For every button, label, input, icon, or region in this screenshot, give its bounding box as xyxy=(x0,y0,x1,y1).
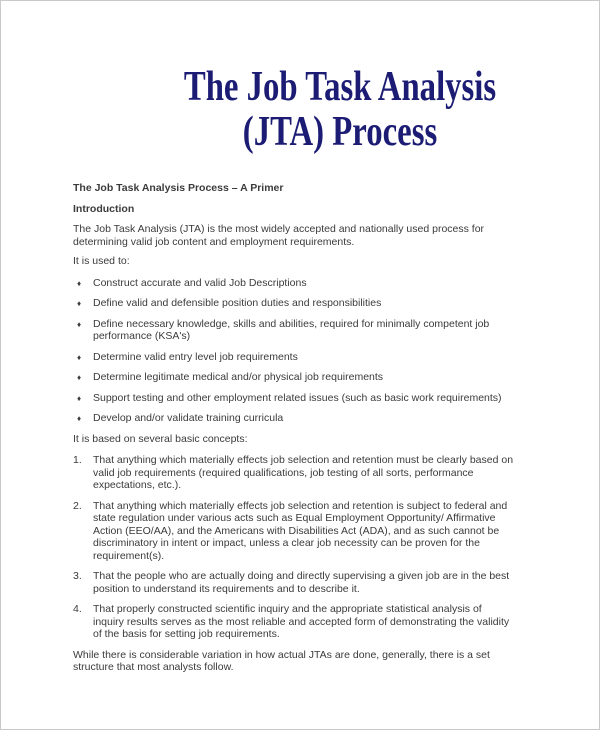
closing-paragraph: While there is considerable variation in how actual JTAs are done, generally, there is a set structure that most analysts follow. xyxy=(73,648,490,673)
numbered-item xyxy=(73,454,515,492)
bullet-item xyxy=(73,297,515,310)
numbered-item-number: 3. xyxy=(73,570,82,582)
bullet-item-text: Determine legitimate medical and/or physical job requirements xyxy=(93,371,384,383)
diamond-bullet-icon: ♦ xyxy=(77,414,82,423)
bullet-item-text: Support testing and other employment related issues (such as basic work requirements) xyxy=(93,391,502,404)
bullet-item xyxy=(73,392,515,405)
bullet-item-text: Define necessary knowledge, skills and abilities, required for minimally competent job performance (KSA's) xyxy=(93,317,490,342)
document-title xyxy=(81,65,599,155)
numbered-item-text: That the people who are actually doing and directly supervising a given job are in the best position to understand its requirements and to describe it. xyxy=(93,570,510,595)
numbered-item-text: That anything which materially effects job selection and retention is subject to federal and state regulation under various acts such as Equal Employment Opportunity/ Affirmative Action (EEO/AA), and the Americans with Disabilities Act (ADA), and as such cannot be discriminatory in intent or impact, unless a clear job necessity can be proven for the requirement(s). xyxy=(93,499,508,562)
diamond-bullet-icon: ♦ xyxy=(77,299,82,308)
bullet-item xyxy=(73,318,515,343)
bullet-item-text: Define valid and defensible position duties and responsibilities xyxy=(93,297,382,309)
document-title-line-2: (JTA) Process xyxy=(242,109,438,155)
document-body xyxy=(73,182,515,674)
bullet-item xyxy=(73,351,515,364)
concepts-numbered-list xyxy=(73,454,515,641)
diamond-bullet-icon: ♦ xyxy=(77,373,82,382)
numbered-item xyxy=(73,570,515,595)
diamond-bullet-icon: ♦ xyxy=(77,393,82,403)
bullet-item-text: Determine valid entry level job requirements xyxy=(93,350,298,363)
bullet-item xyxy=(73,412,515,425)
numbered-item-text: That properly constructed scientific inquiry and the appropriate statistical analysis of inquiry results serves as the most reliable and accepted form of demonstrating the validity of the basis for setting job requirements. xyxy=(93,603,510,640)
bullet-item-text: Construct accurate and valid Job Descriptions xyxy=(93,276,307,289)
numbered-item-text: That anything which materially effects job selection and retention must be clearly based on valid job requirements (required qualifications, job testing of all sorts, performance expectations, etc.). xyxy=(93,454,514,491)
section-heading-primer: The Job Task Analysis Process – A Primer xyxy=(73,182,284,194)
concepts-lead: It is based on several basic concepts: xyxy=(73,432,248,445)
diamond-bullet-icon: ♦ xyxy=(77,278,82,288)
numbered-item-number: 2. xyxy=(73,499,82,512)
intro-paragraph: The Job Task Analysis (JTA) is the most widely accepted and nationally used process for determining valid job content and employment requirements. xyxy=(73,223,485,248)
diamond-bullet-icon: ♦ xyxy=(77,319,82,329)
used-to-bullet-list xyxy=(73,277,515,425)
bullet-item xyxy=(73,371,515,384)
used-to-lead: It is used to: xyxy=(73,255,130,267)
bullet-item-text: Develop and/or validate training curricula xyxy=(93,412,284,424)
bullet-item xyxy=(73,277,515,290)
numbered-item-number: 4. xyxy=(73,603,82,615)
document-title-line-1: The Job Task Analysis xyxy=(183,64,497,110)
numbered-item xyxy=(73,500,515,563)
numbered-item-number: 1. xyxy=(73,454,82,466)
numbered-item xyxy=(73,603,515,641)
section-heading-introduction: Introduction xyxy=(73,202,135,215)
diamond-bullet-icon: ♦ xyxy=(77,352,82,362)
